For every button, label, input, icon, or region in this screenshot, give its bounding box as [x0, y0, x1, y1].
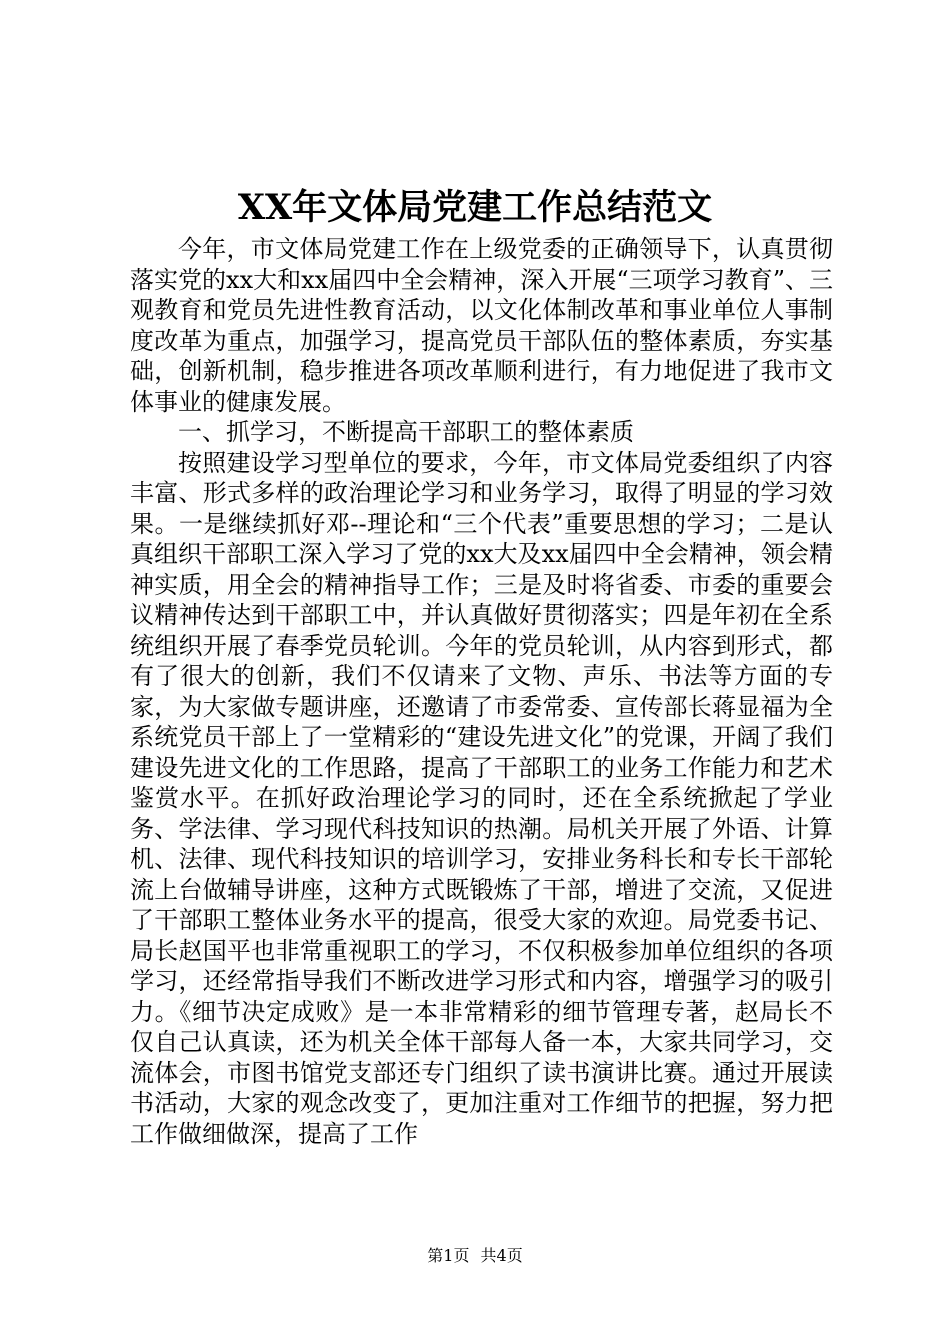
page-footer	[0, 1246, 950, 1266]
intro-paragraph: 今年，市文体局党建工作在上级党委的正确领导下，认真贯彻落实党的xx大和xx届四中全会精神，深入开展“三项学习教育”、三观教育和党员先进性教育活动，以文化体制改革和事业单位人事制度改革为重点，加强学习，提高党员干部队伍的整体素质，夯实基础，创新机制，稳步推进各项改革顺利进行，有力地促进了我市文体事业的健康发展。	[130, 235, 833, 416]
body-paragraph: 按照建设学习型单位的要求，今年，市文体局党委组织了内容丰富、形式多样的政治理论学习和业务学习，取得了明显的学习效果。一是继续抓好邓--理论和“三个代表”重要思想的学习；二是认真组织干部职工深入学习了党的xx大及xx届四中全会精神，领会精神实质，用全会的精神指导工作；三是及时将省委、市委的重要会议精神传达到干部职工中，并认真做好贯彻落实；四是年初在全系统组织开展了春季党员轮训。今年的党员轮训，从内容到形式，都有了很大的创新，我们不仅请来了文物、声乐、书法等方面的专家，为大家做专题讲座，还邀请了市委常委、宣传部长蒋显福为全系统党员干部上了一堂精彩的“建设先进文化”的党课，开阔了我们建设先进文化的工作思路，提高了干部职工的业务工作能力和艺术鉴赏水平。在抓好政治理论学习的同时，还在全系统掀起了学业务、学法律、学习现代科技知识的热潮。局机关开展了外语、计算机、法律、现代科技知识的培训学习，安排业务科长和专长干部轮流上台做辅导讲座，这种方式既锻炼了干部，增进了交流，又促进了干部职工整体业务水平的提高，很受大家的欢迎。局党委书记、局长赵国平也非常重视职工的学习，不仅积极参加单位组织的各项学习，还经常指导我们不断改进学习形式和内容，增强学习的吸引力。《细节决定成败》是一本非常精彩的细节管理专著，赵局长不仅自己认真读，还为机关全体干部每人备一本，大家共同学习，交流体会，市图书馆党支部还专门组织了读书演讲比赛。通过开展读书活动，大家的观念改变了，更加注重对工作细节的把握，努力把工作做细做深，提高了工作	[130, 448, 833, 1148]
page-number: 第1页	[427, 1246, 470, 1265]
section-heading: 一、抓学习，不断提高干部职工的整体素质	[178, 418, 634, 446]
document-body	[130, 234, 833, 1149]
document-title: XX年文体局党建工作总结范文	[237, 187, 713, 228]
page-total: 共4页	[480, 1246, 523, 1265]
